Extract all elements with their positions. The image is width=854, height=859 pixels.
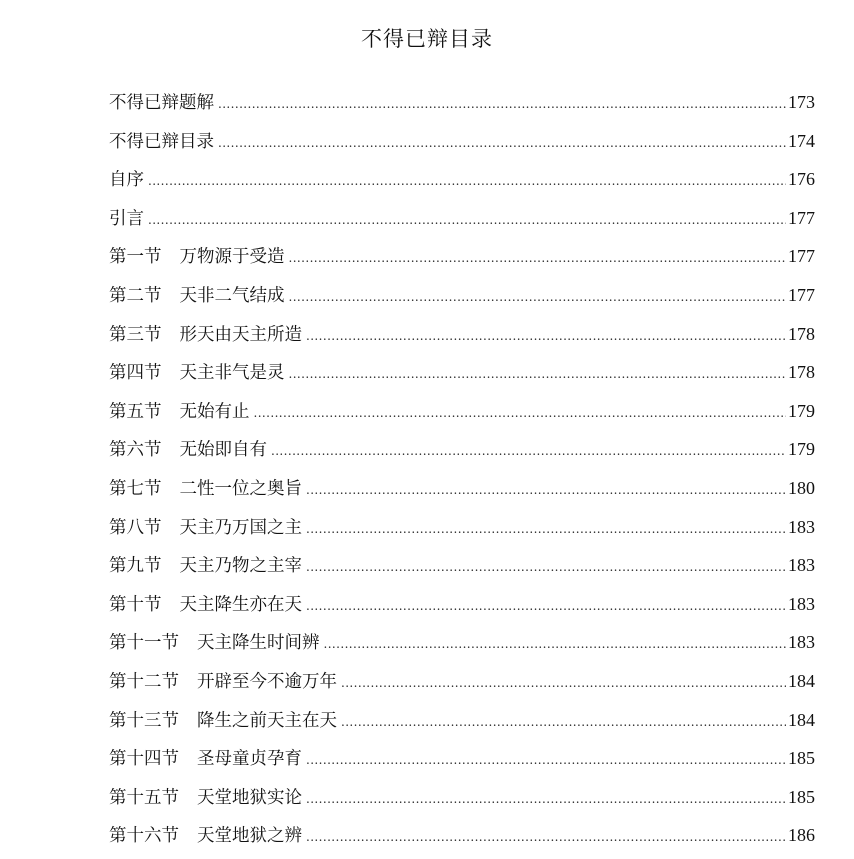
toc-entry-title: 二性一位之奥旨 <box>179 478 302 499</box>
toc-entry-title: 开辟至今不逾万年 <box>197 671 337 692</box>
toc-entry-title: 天主乃万国之主 <box>179 517 302 538</box>
toc-entry-title: 天主降生时间辨 <box>197 633 320 654</box>
toc-section-number: 第八节 <box>109 517 162 538</box>
toc-entry-title: 圣母童贞孕育 <box>197 749 302 770</box>
toc-entry[interactable] <box>109 589 815 628</box>
toc-entry-title: 自序 <box>109 170 144 191</box>
toc-entry-text <box>109 590 302 620</box>
table-of-contents <box>109 87 815 859</box>
toc-entry[interactable] <box>109 319 815 358</box>
toc-entry[interactable] <box>109 280 815 319</box>
toc-page-number: 185 <box>788 748 815 769</box>
toc-page-number: 179 <box>788 400 815 421</box>
toc-entry[interactable] <box>109 512 815 551</box>
dot-leader <box>341 716 786 728</box>
dot-leader <box>289 252 787 264</box>
toc-entry-title: 形天由天主所造 <box>179 324 302 345</box>
toc-entry-title: 降生之前天主在天 <box>197 710 337 731</box>
toc-entry[interactable] <box>109 473 815 512</box>
dot-leader <box>306 831 786 843</box>
toc-entry[interactable] <box>109 203 815 242</box>
dot-leader <box>324 638 787 650</box>
toc-entry[interactable] <box>109 550 815 589</box>
toc-entry-title: 无始即自有 <box>179 440 267 461</box>
toc-entry-text <box>109 667 337 697</box>
toc-section-number: 第十四节 <box>109 749 179 770</box>
toc-page-number: 178 <box>788 323 815 344</box>
dot-leader <box>218 98 786 110</box>
toc-entry-title: 天堂地狱之辨 <box>197 826 302 847</box>
toc-entry-text <box>109 783 302 813</box>
toc-entry-text <box>109 821 302 851</box>
dot-leader <box>271 445 786 457</box>
toc-entry[interactable] <box>109 705 815 744</box>
toc-page-number: 184 <box>788 709 815 730</box>
toc-page-number: 177 <box>788 207 815 228</box>
toc-section-number: 第九节 <box>109 556 162 577</box>
toc-entry-text <box>109 88 214 118</box>
dot-leader <box>289 368 787 380</box>
toc-page-number: 183 <box>788 593 815 614</box>
toc-entry-text <box>109 127 214 157</box>
toc-entry-text <box>109 320 302 350</box>
toc-section-number: 第三节 <box>109 324 162 345</box>
toc-page-number: 184 <box>788 670 815 691</box>
toc-page-number: 173 <box>788 92 815 112</box>
toc-section-number: 第七节 <box>109 478 162 499</box>
dot-leader <box>341 677 786 689</box>
toc-entry-title: 天堂地狱实论 <box>197 787 302 808</box>
toc-entry[interactable] <box>109 164 815 203</box>
toc-entry-text <box>109 397 250 427</box>
toc-page-number: 183 <box>788 516 815 537</box>
page-title: 不得已辩目录 <box>361 27 493 51</box>
toc-entry-text <box>109 204 144 234</box>
dot-leader <box>254 407 787 419</box>
toc-entry[interactable] <box>109 87 815 126</box>
toc-entry[interactable] <box>109 241 815 280</box>
dot-leader <box>306 484 786 496</box>
toc-page-number: 178 <box>788 362 815 383</box>
toc-page-number: 186 <box>788 825 815 846</box>
toc-section-number: 第十三节 <box>109 710 179 731</box>
toc-page-number: 176 <box>788 169 815 190</box>
toc-entry[interactable] <box>109 743 815 782</box>
toc-page-number: 185 <box>788 786 815 807</box>
toc-entry-text <box>109 281 285 311</box>
toc-page-number: 180 <box>788 477 815 498</box>
toc-section-number: 第五节 <box>109 401 162 422</box>
toc-section-number: 第十一节 <box>109 633 179 654</box>
dot-leader <box>306 561 786 573</box>
toc-section-number: 第十二节 <box>109 671 179 692</box>
toc-entry[interactable] <box>109 666 815 705</box>
toc-section-number: 第十节 <box>109 594 162 615</box>
toc-entry-text <box>109 435 267 465</box>
toc-section-number: 第六节 <box>109 440 162 461</box>
toc-section-number: 第一节 <box>109 247 162 268</box>
dot-leader <box>148 175 786 187</box>
toc-entry-text <box>109 551 302 581</box>
toc-page-number: 177 <box>788 284 815 305</box>
dot-leader <box>306 600 786 612</box>
toc-page-number: 183 <box>788 632 815 653</box>
toc-entry-text <box>109 165 144 195</box>
toc-entry-title: 天非二气结成 <box>179 285 285 306</box>
toc-entry-title: 无始有止 <box>179 401 250 422</box>
dot-leader <box>306 793 786 805</box>
toc-entry-text <box>109 242 285 272</box>
toc-entry-text <box>109 628 320 658</box>
toc-entry-title: 天主降生亦在天 <box>179 594 302 615</box>
dot-leader <box>306 754 786 766</box>
toc-entry-title: 天主非气是灵 <box>179 363 285 384</box>
toc-entry[interactable] <box>109 357 815 396</box>
toc-entry-text <box>109 513 302 543</box>
toc-section-number: 第十六节 <box>109 826 179 847</box>
toc-entry[interactable] <box>109 126 815 165</box>
toc-entry-title: 不得已辩题解 <box>109 93 214 113</box>
toc-entry-title: 不得已辩目录 <box>109 131 214 152</box>
dot-leader <box>306 523 786 535</box>
toc-entry[interactable] <box>109 396 815 435</box>
toc-entry[interactable] <box>109 782 815 821</box>
dot-leader <box>218 137 786 149</box>
toc-page-number: 174 <box>788 130 815 151</box>
toc-page-number: 183 <box>788 555 815 576</box>
toc-entry-title: 万物源于受造 <box>179 247 285 268</box>
toc-section-number: 第十五节 <box>109 787 179 808</box>
dot-leader <box>148 214 786 226</box>
dot-leader <box>306 330 786 342</box>
toc-entry-text <box>109 744 302 774</box>
toc-entry[interactable] <box>109 820 815 859</box>
toc-entry-title: 引言 <box>109 208 144 229</box>
toc-entry-title: 天主乃物之主宰 <box>179 556 302 577</box>
toc-section-number: 第二节 <box>109 285 162 306</box>
dot-leader <box>289 291 787 303</box>
toc-entry[interactable] <box>109 434 815 473</box>
toc-entry-text <box>109 358 285 388</box>
toc-entry-text <box>109 706 337 736</box>
toc-entry[interactable] <box>109 627 815 666</box>
toc-page-number: 177 <box>788 246 815 267</box>
toc-section-number: 第四节 <box>109 363 162 384</box>
toc-page-number: 179 <box>788 439 815 460</box>
toc-entry-text <box>109 474 302 504</box>
